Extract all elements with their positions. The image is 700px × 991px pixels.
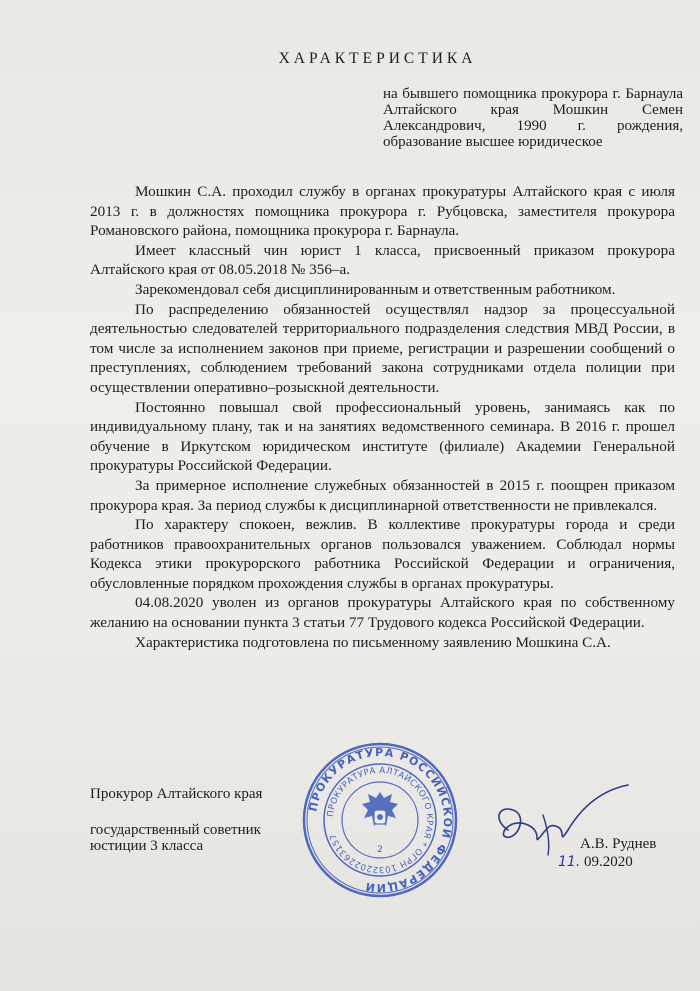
paragraph-service: Мошкин С.А. проходил службу в органах прокуратуры Алтайского края с июля 2013 г. в должностях помощника прокурора г. Рубцовска, заместителя прокурора Романовского района, помощника прокурора г. Барнаула. (90, 183, 675, 240)
official-stamp (300, 740, 460, 900)
stamp-number: 2 (377, 845, 383, 855)
signatory-rank-line-1: государственный советник (90, 822, 261, 838)
signature-date (558, 852, 633, 872)
document-body (90, 182, 675, 652)
signatory-position: Прокурор Алтайского края (90, 786, 263, 802)
stamp-outer-text: ПРОКУРАТУРА РОССИЙСКОЙ ФЕДЕРАЦИИ (306, 745, 455, 895)
signatory-rank-line-2: юстиции 3 класса (90, 838, 204, 854)
signature-date-day: 11. (558, 854, 581, 870)
signatory-name: А.В. Руднев (580, 836, 657, 852)
paragraph-dismissal: 04.08.2020 уволен из органов прокуратуры Алтайского края по собственному желанию на основании пункта 3 статьи 77 Трудового кодекса Российской Федерации. (90, 594, 675, 632)
paragraph-prepared: Характеристика подготовлена по письменному заявлению Мошкина С.А. (135, 633, 611, 651)
paragraph-discipline: Зарекомендовал себя дисциплинированным и ответственным работником. (135, 280, 616, 298)
stamp-inner-text: ПРОКУРАТУРА АЛТАЙСКОГО КРАЯ * ОГРН 1032202263157 (326, 765, 435, 875)
paragraph-character: По характеру спокоен, вежлив. В коллективе прокуратуры города и среди работников правоохранительных органов пользовался уважением. Соблюдал нормы Кодекса этики прокурорского работника Российской Федерации и ограничения, обусловленные порядком прохождения службы в органах прокуратуры. (90, 516, 675, 592)
signature-date-rest: 09.2020 (584, 854, 633, 870)
paragraph-awards: За примерное исполнение служебных обязанностей в 2015 г. поощрен приказом прокурора края. За период службы к дисциплинарной ответственности не привлекался. (90, 476, 675, 514)
double-headed-eagle-icon (362, 792, 398, 826)
addressee-block: на бывшего помощника прокурора г. Барнаула Алтайского края Мошкин Семен Александрович, 1990 г. рождения, образование высшее юридическое (383, 86, 683, 150)
paragraph-duties: По распределению обязанностей осуществлял надзор за процессуальной деятельностью следователей территориального подразделения следствия МВД России, в том числе за исполнением законов при приеме, регистрации и разрешении сообщений о преступлениях, соблюдением требований закона сотрудниками отдела полиции при осуществлении оперативно–розыскной деятельности. (90, 300, 675, 396)
signatory-title-block (90, 786, 262, 854)
document-title: ХАРАКТЕРИСТИКА (278, 50, 477, 67)
paragraph-rank: Имеет классный чин юрист 1 класса, присвоенный приказом прокурора Алтайского края от 08.05.2018 № 356–а. (90, 241, 675, 279)
paragraph-training: Постоянно повышал свой профессиональный уровень, занимаясь как по индивидуальному плану, так и на занятиях ведомственного семинара. В 2016 г. прошел обучение в Иркутском юридическом институте (филиале) Академии Генеральной прокуратуры Российской Федерации. (90, 398, 675, 475)
